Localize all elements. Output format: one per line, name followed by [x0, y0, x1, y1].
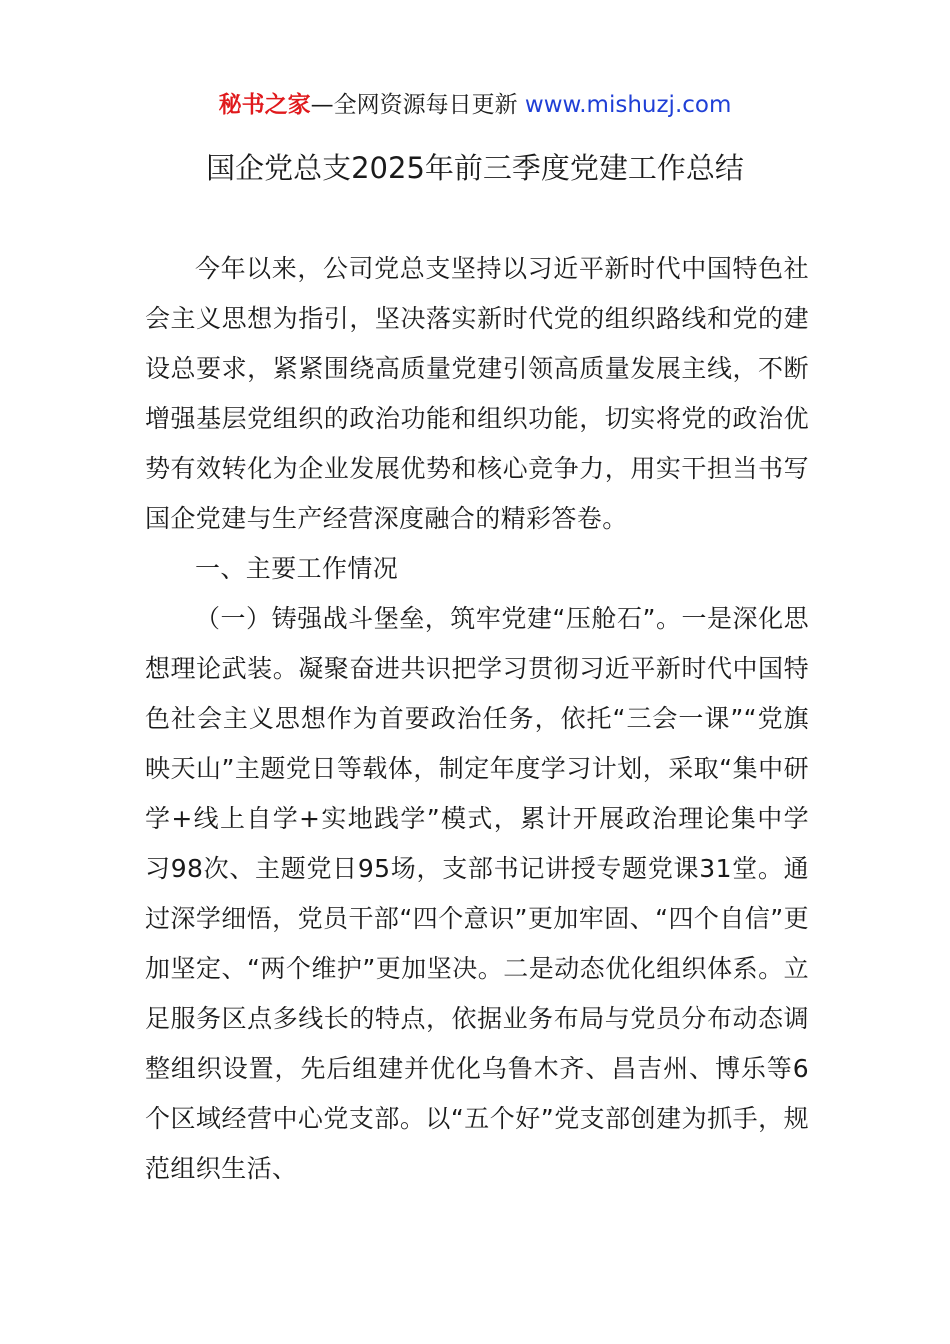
site-url[interactable]: www.mishuzj.com	[517, 92, 732, 118]
document-title: 国企党总支2025年前三季度党建工作总结	[206, 151, 744, 185]
document-body	[145, 244, 809, 1194]
intro-paragraph: 今年以来，公司党总支坚持以习近平新时代中国特色社会主义思想为指引，坚决落实新时代党的组织路线和党的建设总要求，紧紧围绕高质量党建引领高质量发展主线，不断增强基层党组织的政治功能和组织功能，切实将党的政治优势有效转化为企业发展优势和核心竞争力，用实干担当书写国企党建与生产经营深度融合的精彩答卷。	[145, 254, 809, 533]
section-heading: 一、主要工作情况	[195, 554, 399, 583]
site-header	[0, 88, 950, 122]
site-tagline: —全网资源每日更新	[310, 92, 518, 118]
site-brand: 秘书之家	[218, 92, 311, 118]
body-paragraph: （一）铸强战斗堡垒，筑牢党建“压舱石”。一是深化思想理论武装。凝聚奋进共识把学习贯彻习近平新时代中国特色社会主义思想作为首要政治任务，依托“三会一课”“党旗映天山”主题党日等载体，制定年度学习计划，采取“集中研学+线上自学+实地践学”模式，累计开展政治理论集中学习98次、主题党日95场，支部书记讲授专题党课31堂。通过深学细悟，党员干部“四个意识”更加牢固、“四个自信”更加坚定、“两个维护”更加坚决。二是动态优化组织体系。立足服务区点多线长的特点，依据业务布局与党员分布动态调整组织设置，先后组建并优化乌鲁木齐、昌吉州、博乐等6个区域经营中心党支部。以“五个好”党支部创建为抓手，规范组织生活、	[145, 604, 809, 1183]
